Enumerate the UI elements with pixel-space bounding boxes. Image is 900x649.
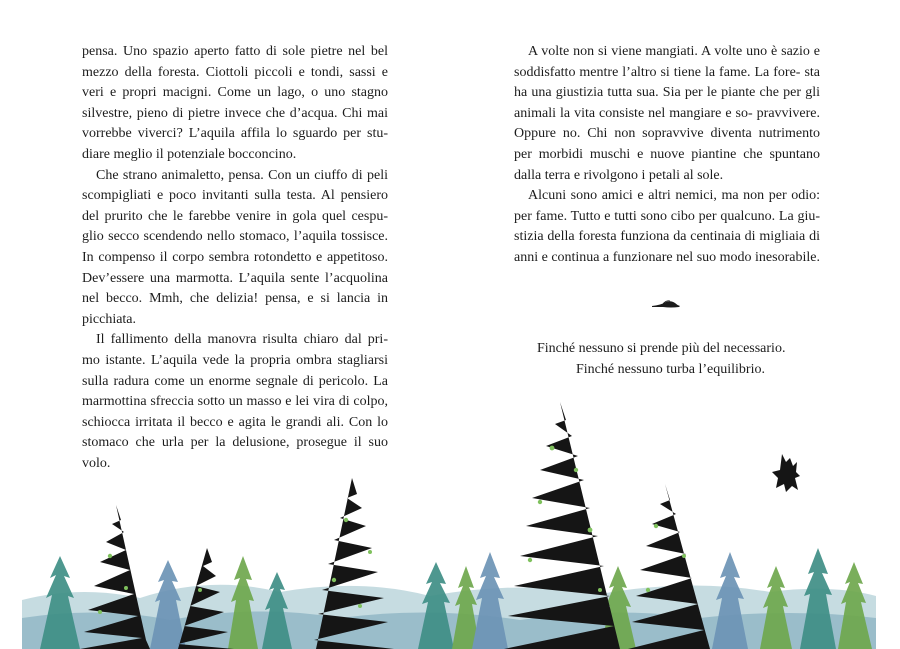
- section-ornament-icon: [651, 298, 681, 310]
- closing-line-1: Finché nessuno si prende più del necessario.: [537, 341, 786, 356]
- paragraph: pensa. Uno spazio aperto fatto di sole pietre nel bel mezzo della foresta. Ciottoli piccoli e tondi, sassi e veri e propri macigni. Come un lago, o uno stagno silvestre, pieno di pietre invece che d’acqua. Chi mai vorrebbe viverci? L’aquila affila lo sguardo per stu- diare meglio il potenziale bocconcino.: [82, 44, 388, 162]
- paragraph: A volte non si viene mangiati. A volte uno è sazio e soddisfatto mentre l’altro si tiene la fame. La fore- sta ha una giustizia tutta sua. Sia per le piante che per gli animali la vita consiste nel mangiare e so- pravvivere. Oppure no. Chi non sopravvive diventa nutrimento per morbidi muschi e nuove piantine che spuntano dalla terra e rivolgono i petali al sole.: [514, 44, 821, 183]
- closing-line-2: Finché nessuno turba l’equilibrio.: [576, 362, 765, 377]
- paragraph: Alcuni sono amici e altri nemici, ma non per odio: per fame. Tutto e tutti sono cibo per qualcuno. La giu- stizia della foresta funziona da centinaia di migliaia di anni e continua a funzionare nel suo modo inesorabile.: [514, 188, 820, 265]
- right-page-text: [514, 42, 820, 269]
- paragraph: Il fallimento della manovra risulta chiaro dal pri- mo istante. L’aquila vede la propria ombra stagliarsi sulla radura come un enorme segnale di pericolo. La marmottina sfreccia sotto un masso e lei vira di colpo, schiocca irritata il becco e agita le grandi ali. Con lo stomaco che urla per la delusione, prosegue il suo volo.: [82, 332, 388, 471]
- left-page-text: [82, 42, 388, 474]
- paragraph: Che strano animaletto, pensa. Con un ciuffo di peli scompigliati e poco invitanti sulla testa. Al pensiero del prurito che le farebbe venire in gola quel cespu- glio secco scendendo nello stomaco, l’aquila tossisce. In compenso il corpo sembra rotondetto e appetitoso. Dev’essere una marmotta. L’aquila sente l’acquolina nel becco. Mmh, che delizia! pensa, e si lancia in picchiata.: [82, 167, 388, 327]
- tree-ink: [314, 478, 394, 649]
- eagle-icon: [772, 454, 800, 492]
